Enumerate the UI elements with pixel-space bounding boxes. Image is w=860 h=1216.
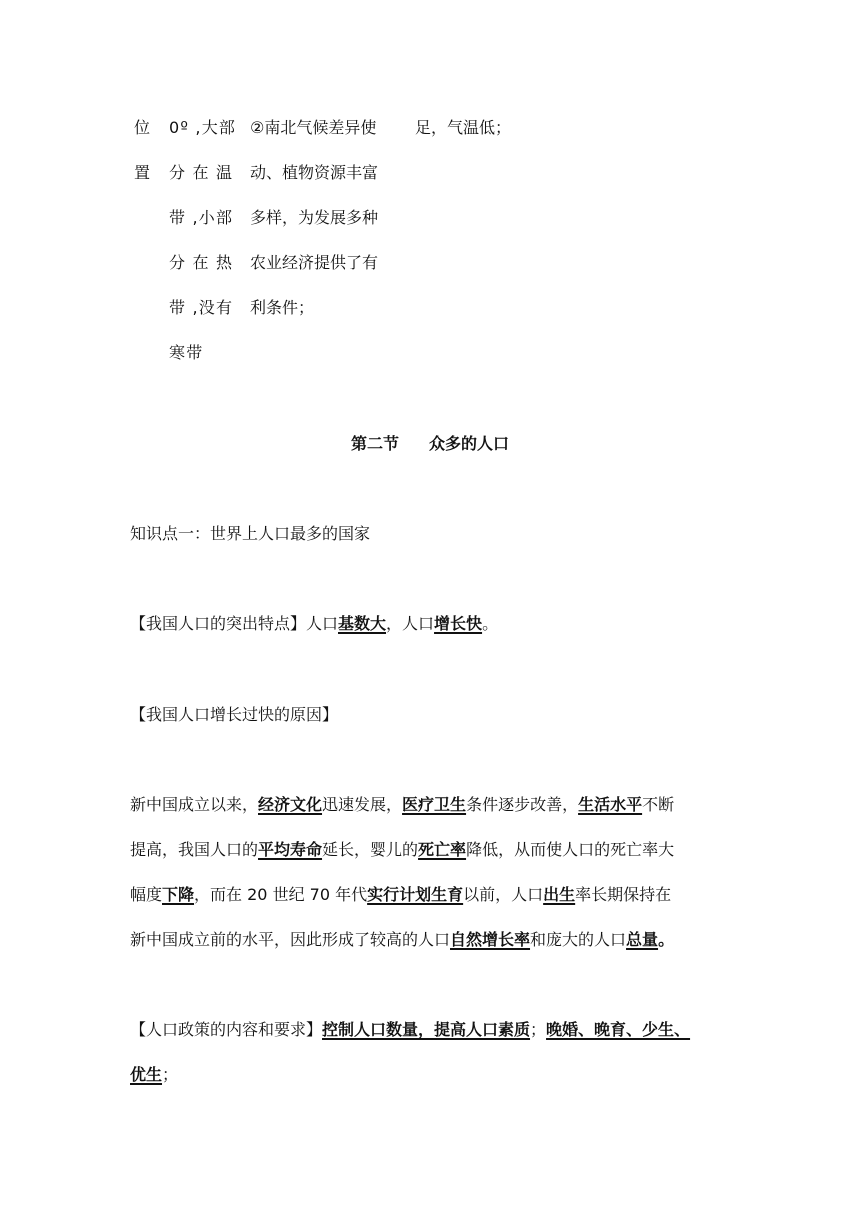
- table-cell: 带 ,没有: [169, 298, 234, 317]
- keyword: 晚婚、晚育、少生、: [546, 1020, 691, 1039]
- text: 。: [658, 930, 675, 949]
- text: 率长期保持在: [575, 885, 672, 904]
- text: 新中国成立前的水平，因此形成了较高的人口: [130, 930, 451, 949]
- table-cell: 寒带: [169, 343, 204, 362]
- table-column-3: [250, 117, 378, 342]
- table-column-4: [415, 117, 511, 162]
- keyword: 总量: [626, 930, 659, 949]
- text: ，人口: [386, 614, 435, 633]
- text: 迅速发展，: [322, 795, 403, 814]
- keyword: 优生: [130, 1065, 163, 1084]
- table-cell: 多样，为发展多种: [250, 208, 379, 227]
- table-cell: ②南北气候差异使: [250, 118, 377, 137]
- text: 新中国成立以来，: [130, 795, 259, 814]
- knowledge-point-heading: 知识点一：世界上人口最多的国家: [130, 524, 371, 543]
- text: 延长，婴儿的: [322, 840, 419, 859]
- keyword: 基数大: [338, 614, 387, 633]
- keyword: 增长快: [434, 614, 483, 633]
- table-cell: 分 在 热: [169, 253, 234, 272]
- text: 不断: [642, 795, 675, 814]
- section-number: 第二节: [350, 434, 399, 453]
- keyword: 自然增长率: [450, 930, 531, 949]
- reasons-heading: 【我国人口增长过快的原因】: [130, 705, 339, 724]
- features-label: 【我国人口的突出特点】人口: [130, 614, 339, 633]
- table-cell: 农业经济提供了有: [250, 253, 379, 272]
- table-cell: 利条件；: [250, 298, 315, 317]
- text: 降低，从而使人口的死亡率大: [466, 840, 675, 859]
- table-cell: 0º ,大部: [169, 118, 237, 137]
- text: 提高，我国人口的: [130, 840, 259, 859]
- table-cell: 足，气温低；: [415, 118, 512, 137]
- reasons-line-4: [130, 929, 674, 951]
- policy-label: 【人口政策的内容和要求】: [130, 1020, 323, 1039]
- table-cell: 分 在 温: [169, 163, 234, 182]
- reasons-line-2: [130, 839, 674, 861]
- table-cell: 置: [133, 163, 150, 182]
- keyword: 医疗卫生: [402, 795, 467, 814]
- reasons-line-1: [130, 794, 674, 816]
- text: 条件逐步改善，: [466, 795, 579, 814]
- text: 。: [482, 614, 499, 633]
- text: 幅度: [130, 885, 163, 904]
- text: ；: [162, 1065, 179, 1084]
- keyword: 控制人口数量，提高人口素质: [322, 1020, 531, 1039]
- section-name: 众多的人口: [429, 434, 510, 453]
- keyword: 出生: [543, 885, 576, 904]
- policy-line-1: [130, 1019, 690, 1041]
- table-cell: 动、植物资源丰富: [250, 163, 379, 182]
- reasons-line-3: [130, 884, 671, 906]
- text: ；: [530, 1020, 547, 1039]
- keyword: 生活水平: [578, 795, 643, 814]
- policy-line-2: [130, 1064, 178, 1086]
- keyword: 平均寿命: [258, 840, 323, 859]
- table-column-2: [169, 117, 236, 387]
- keyword: 经济文化: [258, 795, 323, 814]
- table-cell: 带 ,小部: [169, 208, 234, 227]
- section-title: [0, 433, 860, 455]
- keyword: 实行计划生育: [367, 885, 464, 904]
- text: 以前，人口: [463, 885, 544, 904]
- keyword: 死亡率: [418, 840, 467, 859]
- text: ，而在 20 世纪 70 年代: [194, 885, 368, 904]
- text: 和庞大的人口: [530, 930, 627, 949]
- keyword: 下降: [162, 885, 195, 904]
- features-line: [130, 613, 498, 635]
- table-cell: 位: [133, 118, 150, 137]
- table-column-1: [130, 117, 154, 207]
